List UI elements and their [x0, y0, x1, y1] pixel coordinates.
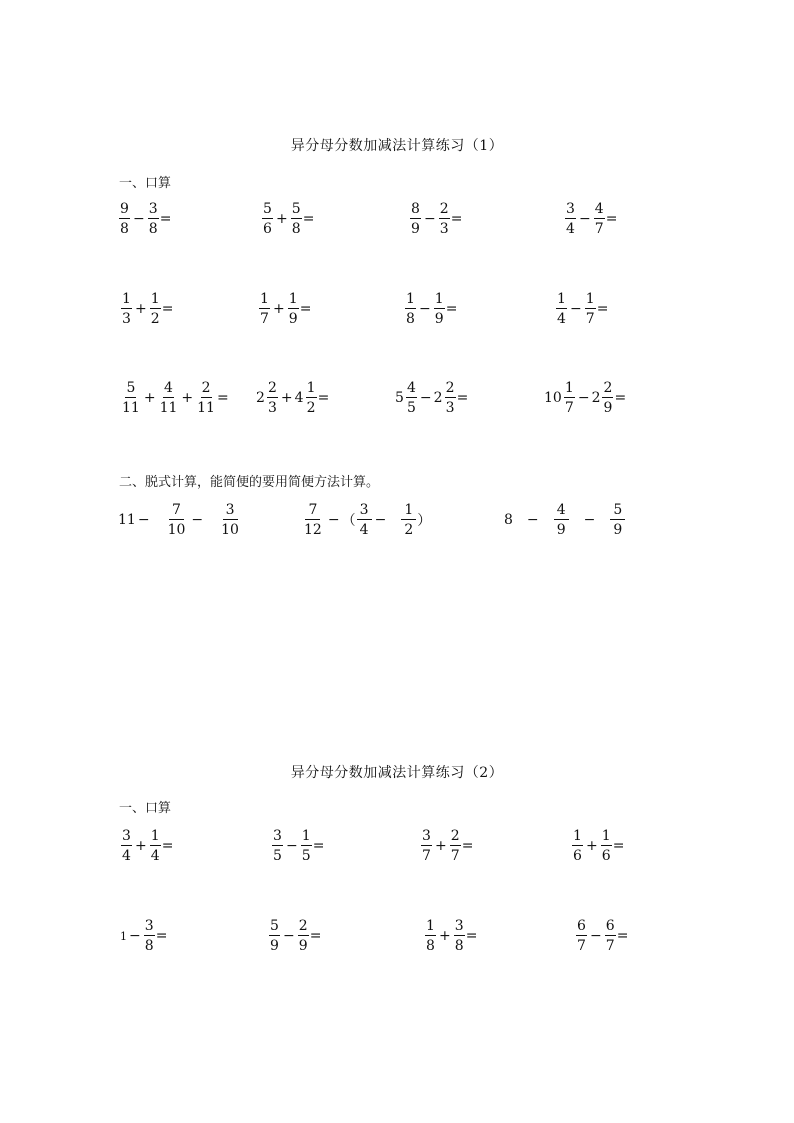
math-token: =	[155, 928, 168, 944]
numerator: 1	[564, 380, 574, 396]
math-token: +	[435, 838, 447, 854]
math-token: 8	[504, 512, 513, 528]
problem-5-1	[120, 829, 173, 863]
fraction	[272, 829, 283, 863]
denominator: 11	[159, 400, 178, 416]
math-token: −	[419, 301, 431, 317]
fraction	[159, 381, 179, 415]
denominator: 7	[564, 400, 574, 416]
problem-6-3	[424, 919, 477, 953]
fraction	[564, 381, 575, 415]
numerator: 4	[554, 503, 569, 520]
problem-2-4	[555, 292, 608, 326]
denominator: 3	[439, 221, 449, 237]
numerator: 6	[605, 918, 615, 934]
problem-4-1	[118, 503, 243, 537]
math-token: =	[612, 838, 625, 854]
denominator: 3	[445, 400, 455, 416]
problem-1-1	[118, 202, 171, 236]
problem-6-1	[120, 919, 167, 953]
problem-5-2	[271, 829, 324, 863]
fraction	[602, 381, 613, 415]
math-token: 10	[544, 390, 562, 406]
section-oral-calculation-2: 一、口算	[119, 801, 172, 816]
worksheet-2-title: 异分母分数加减法计算练习（2）	[290, 765, 504, 781]
worksheet-1-title: 异分母分数加减法计算练习（1）	[290, 138, 504, 154]
numerator: 2	[603, 380, 613, 396]
math-token: −	[133, 211, 145, 227]
math-token: +	[135, 838, 147, 854]
fraction	[269, 919, 280, 953]
fraction	[121, 381, 141, 415]
math-token: =	[216, 390, 229, 406]
numerator: 3	[454, 918, 464, 934]
math-token: −	[583, 512, 596, 528]
problem-1-2	[261, 202, 314, 236]
numerator: 4	[164, 380, 173, 396]
math-token: −	[191, 512, 204, 528]
numerator: 1	[601, 828, 611, 844]
problem-6-2	[268, 919, 321, 953]
numerator: 4	[406, 380, 416, 396]
denominator: 9	[434, 311, 444, 327]
denominator: 3	[122, 311, 131, 327]
math-token: （	[341, 513, 356, 529]
fraction	[165, 503, 189, 537]
math-token: 1	[120, 929, 127, 943]
problem-2-3	[404, 292, 457, 326]
math-token: +	[280, 390, 293, 406]
problem-4-3	[504, 503, 626, 537]
math-token: 2	[433, 390, 443, 406]
numerator: 3	[122, 828, 131, 844]
fraction	[196, 381, 216, 415]
numerator: 1	[288, 291, 298, 307]
math-token: +	[276, 211, 288, 227]
numerator: 7	[305, 503, 320, 520]
numerator: 7	[169, 503, 184, 520]
problem-3-2	[256, 381, 329, 415]
numerator: 1	[306, 380, 316, 396]
math-token: =	[605, 211, 618, 227]
math-token: +	[586, 838, 598, 854]
fraction	[450, 829, 461, 863]
denominator: 5	[273, 848, 282, 864]
numerator: 1	[150, 828, 160, 844]
numerator: 2	[298, 918, 308, 934]
denominator: 6	[573, 848, 582, 864]
fraction	[610, 503, 625, 537]
math-token: −	[577, 390, 590, 406]
numerator: 2	[439, 201, 449, 217]
denominator: 9	[288, 311, 298, 327]
fraction	[406, 381, 417, 415]
fraction	[267, 381, 278, 415]
fraction	[445, 381, 456, 415]
math-token: =	[614, 390, 627, 406]
denominator: 8	[148, 221, 158, 237]
fraction	[148, 202, 159, 236]
numerator: 2	[201, 380, 211, 396]
denominator: 7	[605, 938, 615, 954]
math-token: −	[374, 512, 387, 528]
numerator: 5	[291, 201, 301, 217]
numerator: 9	[120, 201, 129, 217]
fraction	[410, 202, 421, 236]
math-token: =	[299, 301, 312, 317]
math-token: =	[465, 928, 478, 944]
math-token: 2	[591, 390, 601, 406]
math-token: 2	[256, 390, 265, 406]
problem-2-1	[120, 292, 173, 326]
fraction	[405, 292, 416, 326]
denominator: 4	[122, 848, 131, 864]
numerator: 1	[557, 291, 566, 307]
math-token: =	[596, 301, 609, 317]
denominator: 2	[150, 311, 160, 327]
denominator: 11	[197, 400, 215, 416]
numerator: 1	[426, 918, 435, 934]
math-token: −	[590, 928, 602, 944]
denominator: 2	[306, 400, 316, 416]
fraction	[298, 919, 309, 953]
numerator: 2	[445, 380, 455, 396]
problem-4-2	[300, 503, 431, 537]
fraction	[594, 202, 605, 236]
math-token: =	[461, 838, 474, 854]
math-token: +	[273, 301, 285, 317]
math-token: +	[439, 928, 451, 944]
math-token: =	[616, 928, 629, 944]
fraction	[291, 202, 302, 236]
fraction	[119, 202, 130, 236]
math-token: 5	[395, 390, 404, 406]
denominator: 10	[167, 522, 186, 538]
numerator: 8	[411, 201, 420, 217]
numerator: 3	[422, 828, 431, 844]
fraction	[421, 829, 432, 863]
math-token: +	[135, 301, 147, 317]
math-token: 4	[294, 390, 304, 406]
denominator: 9	[411, 221, 420, 237]
numerator: 1	[150, 291, 160, 307]
math-token: −	[327, 512, 340, 528]
fraction	[150, 829, 161, 863]
numerator: 1	[406, 291, 415, 307]
fraction	[576, 919, 587, 953]
problem-2-2	[258, 292, 311, 326]
fraction	[301, 829, 312, 863]
fraction	[439, 202, 450, 236]
fraction	[556, 292, 567, 326]
math-token: +	[181, 390, 194, 406]
fraction	[425, 919, 436, 953]
numerator: 3	[357, 503, 372, 520]
denominator: 7	[260, 311, 269, 327]
denominator: 5	[406, 400, 416, 416]
numerator: 3	[148, 201, 158, 217]
denominator: 3	[267, 400, 277, 416]
fraction	[121, 829, 132, 863]
math-token: =	[317, 390, 330, 406]
numerator: 1	[401, 503, 416, 520]
numerator: 5	[126, 380, 136, 396]
fraction	[554, 503, 569, 537]
denominator: 7	[450, 848, 460, 864]
fraction	[454, 919, 465, 953]
fraction	[144, 919, 155, 953]
fraction	[262, 202, 273, 236]
denominator: 4	[566, 221, 575, 237]
problem-3-4	[544, 381, 626, 415]
numerator: 5	[263, 201, 272, 217]
math-token: =	[161, 838, 174, 854]
denominator: 2	[404, 522, 414, 538]
fraction	[357, 503, 372, 537]
numerator: 3	[273, 828, 282, 844]
math-token: =	[456, 390, 469, 406]
section-oral-calculation: 一、口算	[119, 176, 172, 191]
numerator: 1	[585, 291, 595, 307]
numerator: 4	[594, 201, 604, 217]
fraction	[121, 292, 132, 326]
numerator: 1	[122, 291, 131, 307]
denominator: 5	[301, 848, 311, 864]
denominator: 8	[144, 938, 154, 954]
math-token: −	[283, 928, 295, 944]
numerator: 1	[301, 828, 311, 844]
denominator: 6	[601, 848, 611, 864]
denominator: 4	[359, 522, 369, 538]
denominator: 10	[221, 522, 239, 538]
section-step-calculation: 二、脱式计算，能简便的要用简便方法计算。	[119, 475, 380, 490]
math-token: =	[302, 211, 315, 227]
numerator: 3	[144, 918, 154, 934]
denominator: 4	[150, 848, 160, 864]
denominator: 8	[120, 221, 129, 237]
math-token: −	[137, 512, 150, 528]
math-token: =	[312, 838, 325, 854]
fraction	[605, 919, 616, 953]
fraction	[572, 829, 583, 863]
numerator: 1	[573, 828, 582, 844]
problem-6-4	[575, 919, 628, 953]
math-token: 11	[118, 512, 136, 528]
denominator: 9	[298, 938, 308, 954]
math-token: =	[161, 301, 174, 317]
denominator: 7	[422, 848, 431, 864]
math-token: −	[526, 512, 539, 528]
fraction	[259, 292, 270, 326]
denominator: 4	[557, 311, 566, 327]
problem-3-1	[120, 381, 229, 415]
fraction	[434, 292, 445, 326]
denominator: 9	[270, 938, 279, 954]
problem-1-4	[564, 202, 617, 236]
fraction	[306, 381, 317, 415]
math-token: ）	[417, 513, 432, 529]
fraction	[565, 202, 576, 236]
math-token: =	[159, 211, 172, 227]
numerator: 6	[577, 918, 586, 934]
denominator: 7	[594, 221, 604, 237]
numerator: 3	[223, 503, 238, 520]
math-token: −	[570, 301, 582, 317]
denominator: 7	[585, 311, 595, 327]
math-token: +	[143, 390, 156, 406]
problem-5-4	[571, 829, 624, 863]
math-token: −	[419, 390, 432, 406]
numerator: 2	[450, 828, 460, 844]
denominator: 11	[122, 400, 140, 416]
math-token: =	[450, 211, 463, 227]
problem-5-3	[420, 829, 473, 863]
numerator: 5	[610, 503, 625, 520]
math-token: −	[129, 928, 141, 944]
math-token: −	[579, 211, 591, 227]
math-token: −	[424, 211, 436, 227]
math-token: =	[445, 301, 458, 317]
denominator: 9	[613, 522, 623, 538]
denominator: 8	[406, 311, 415, 327]
math-token: =	[309, 928, 322, 944]
denominator: 9	[603, 400, 613, 416]
fraction	[585, 292, 596, 326]
denominator: 8	[291, 221, 301, 237]
denominator: 9	[556, 522, 566, 538]
denominator: 8	[454, 938, 464, 954]
fraction	[218, 503, 242, 537]
numerator: 3	[566, 201, 575, 217]
numerator: 1	[260, 291, 269, 307]
math-token: −	[286, 838, 298, 854]
problem-1-3	[409, 202, 462, 236]
numerator: 2	[267, 380, 277, 396]
numerator: 1	[434, 291, 444, 307]
numerator: 5	[270, 918, 279, 934]
fraction	[150, 292, 161, 326]
denominator: 6	[263, 221, 272, 237]
fraction	[401, 503, 416, 537]
denominator: 7	[577, 938, 586, 954]
denominator: 12	[304, 522, 322, 538]
fraction	[288, 292, 299, 326]
fraction	[601, 829, 612, 863]
denominator: 8	[426, 938, 435, 954]
problem-3-3	[395, 381, 468, 415]
fraction	[301, 503, 325, 537]
